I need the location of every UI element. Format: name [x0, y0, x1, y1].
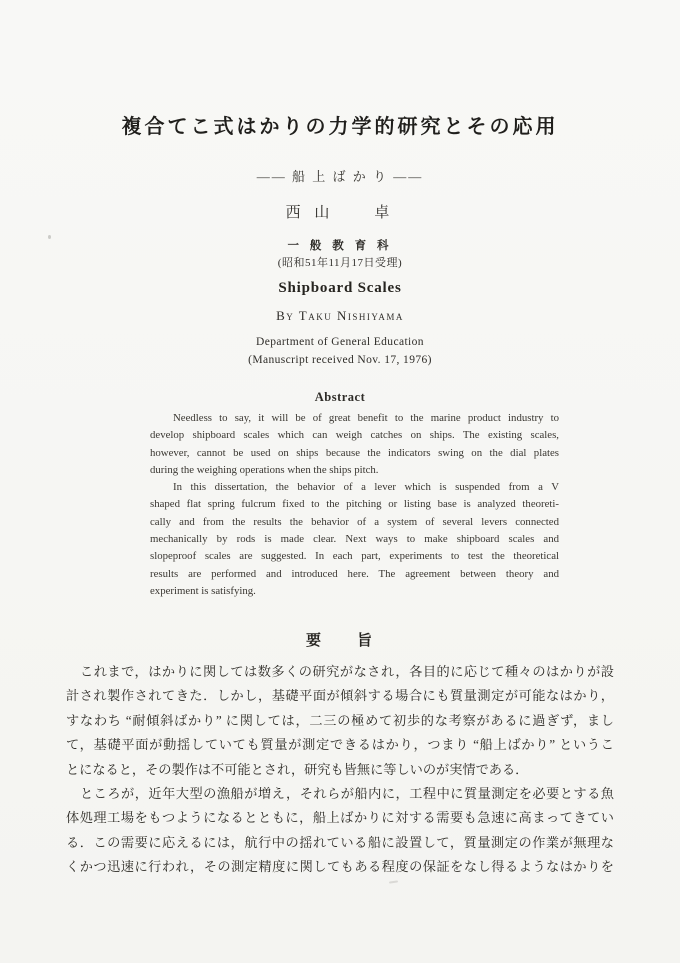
- abstract-line: results are performed and introduced here. The agreement between theory and: [150, 567, 559, 580]
- abstract-line: develop shipboard scales which can weigh catches on ships. The existing scales,: [150, 429, 559, 442]
- abstract-line: however, cannot be used on ships because the indicators swing on the dial plates: [150, 446, 559, 459]
- summary-line: る．この需要に応えるには，航行中の揺れている船に設置して，質量測定の作業が無理な: [66, 834, 614, 850]
- summary-heading-japanese: 要 旨: [305, 632, 374, 649]
- scan-smudge: [389, 880, 398, 883]
- summary-line: て，基礎平面が動揺していても質量が測定できるはかり，つまり “船上ばかり” というこ: [66, 737, 614, 753]
- summary-line: くかつ迅速に行われ，その測定精度に関してもある程度の保証をなし得るようなはかりを: [66, 859, 614, 875]
- abstract-line: In this dissertation, the behavior of a lever which is suspended from a V: [173, 481, 559, 494]
- abstract-line: Needless to say, it will be of great benefit to the marine product industry to: [173, 412, 559, 424]
- abstract-line: shaped flat spring fulcrum fixed to the pitching or listing base is analyzed theoreti-: [150, 498, 559, 511]
- abstract-line: experiment is satisfying.: [150, 584, 256, 597]
- department-japanese: 一 般 教 育 科: [287, 240, 393, 252]
- summary-line: とになると，その製作は不可能とされ，研究も皆無に等しいのが実情である．: [66, 761, 529, 777]
- received-date-english: (Manuscript received Nov. 17, 1976): [248, 354, 432, 366]
- summary-line: 計され製作されてきた．しかし，基礎平面が傾斜する場合にも質量測定が可能なはかり，: [66, 688, 614, 704]
- author-byline-english: By Taku Nishiyama: [276, 308, 404, 323]
- author-name-japanese: 西 山 卓: [285, 205, 395, 221]
- abstract-line: mechanically by rods is made clear. Next ways to make shipboard scales and: [150, 533, 559, 546]
- abstract-line: during the weighing operations when the ships pitch.: [150, 463, 379, 476]
- abstract-heading: Abstract: [314, 390, 366, 404]
- abstract-line: cally and from the results the behavior of a system of several levers connected: [150, 515, 559, 528]
- summary-body-japanese: [66, 660, 614, 880]
- summary-line: 体処理工場をもつようになるとともに，船上ばかりに対する需要も急速に高まってきてい: [66, 810, 614, 826]
- scan-speck: [48, 235, 51, 239]
- paper-title-english: Shipboard Scales: [278, 280, 402, 296]
- abstract-line: slopeproof scales are suggested. In each part, experiments to test the theoretical: [150, 550, 559, 563]
- abstract-body: [150, 410, 559, 600]
- summary-line: すなわち “耐傾斜ばかり” に関しては，二三の極めて初歩的な考察があるに過ぎず，まし: [66, 712, 614, 728]
- summary-line: これまで，はかりに関しては数多くの研究がなされ，各目的に応じて種々のはかりが設: [80, 664, 614, 679]
- summary-line: ところが，近年大型の漁船が増え，それらが船内に，工程中に質量測定を必要とする魚: [80, 786, 614, 802]
- paper-title-japanese: 複合てこ式はかりの力学的研究とその応用: [121, 116, 559, 138]
- paper-subtitle-japanese: —— 船 上 ば か り ——: [256, 169, 424, 184]
- department-english: Department of General Education: [256, 336, 424, 348]
- received-date-japanese: (昭和51年11月17日受理): [277, 257, 403, 269]
